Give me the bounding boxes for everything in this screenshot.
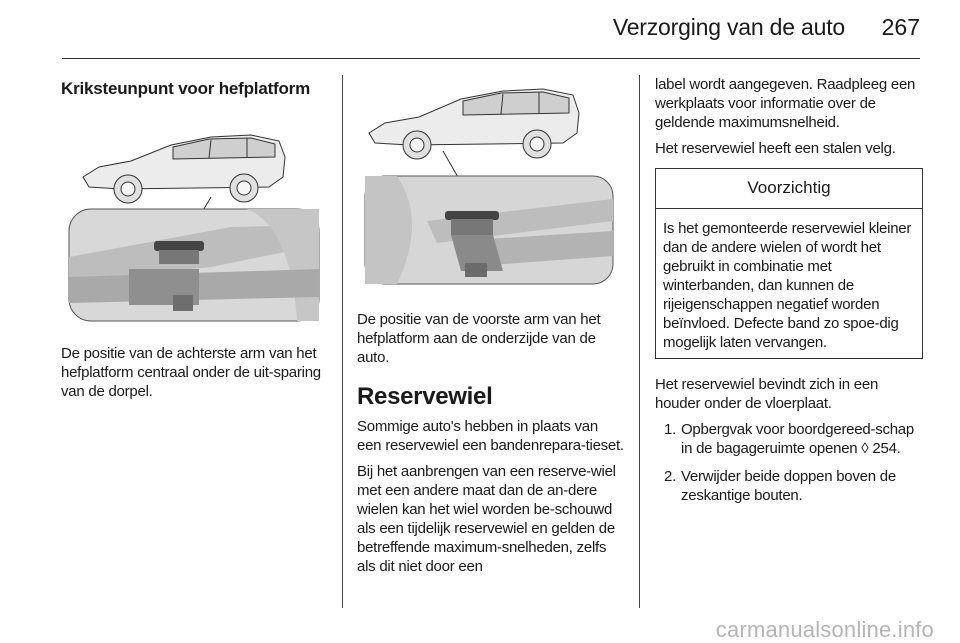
- list-item: [655, 467, 923, 505]
- column-divider-2: [639, 75, 640, 608]
- caution-box: [655, 168, 923, 359]
- step-text: Verwijder beide doppen boven de zeskantige bouten.: [681, 468, 896, 504]
- column-divider-1: [342, 75, 343, 608]
- inset-detail: [69, 209, 319, 321]
- instruction-steps: [655, 420, 923, 505]
- section-title-spare-wheel: Reservewiel: [357, 383, 493, 410]
- paragraph-different-size: Bij het aanbrengen van een reserve-wiel met een andere maat dan de an-dere wielen kan het wiel worden be-schouwd als een tijdelijk reservewiel en gelden de betreffende maximum-snelheden, zelfs als dit niet door een: [357, 463, 616, 575]
- caution-text: Is het gemonteerde reservewiel kleiner dan de andere wielen of wordt het gebruikt in combinatie met winterbanden, dan kunnen de rijeigenschappen negatief worden beïnvloed. Defecte band zo spoe-dig mogelijk laten vervangen.: [663, 220, 912, 351]
- column-3: [655, 75, 923, 514]
- caption-front-arm: De positie van de voorste arm van het hefplatform aan de onderzijde van de auto.: [357, 311, 601, 366]
- paragraph-repair-kit: Sommige auto's hebben in plaats van een reservewiel een bandenrepara-tieset.: [357, 418, 624, 454]
- watermark: [0, 617, 960, 643]
- caption-rear-arm: De positie van de achterste arm van het hefplatform centraal onder de uit-sparing van de dorpel.: [61, 345, 321, 400]
- header-divider: [62, 58, 920, 59]
- paragraph-label-continued: label wordt aangegeven. Raadpleeg een werkplaats voor informatie over de geldende maximumsnelheid.: [655, 76, 916, 131]
- illustration-front-lift-point: [357, 81, 621, 288]
- page-number: 267: [881, 14, 920, 40]
- wheel-front-icon: [114, 175, 142, 203]
- paragraph-steel-rim: Het reservewiel heeft een stalen velg.: [655, 140, 896, 157]
- column-1: [61, 75, 331, 408]
- step-number: 2.: [664, 468, 677, 485]
- list-item: [655, 420, 923, 458]
- inset-detail: [365, 176, 613, 284]
- paragraph-spare-location: Het reservewiel bevindt zich in een houder onder de vloerplaat.: [655, 376, 879, 412]
- wheel-front-icon: [403, 131, 431, 159]
- section-heading-lift-point: Kriksteunpunt voor hefplatform: [61, 79, 311, 98]
- wheel-rear-icon: [523, 130, 551, 158]
- caution-body: [656, 209, 922, 358]
- wheel-rear-icon: [230, 174, 258, 202]
- page-header-title: Verzorging van de auto: [612, 14, 845, 40]
- watermark-text: carmanualsonline.info: [715, 617, 934, 642]
- illustration-rear-lift-point: [61, 117, 327, 322]
- caution-title: Voorzichtig: [656, 169, 922, 209]
- column-2: [357, 75, 625, 583]
- step-text: Opbergvak voor boordgereed-schap in de bagageruimte openen ◊ 254.: [681, 421, 914, 457]
- step-number: 1.: [664, 421, 677, 438]
